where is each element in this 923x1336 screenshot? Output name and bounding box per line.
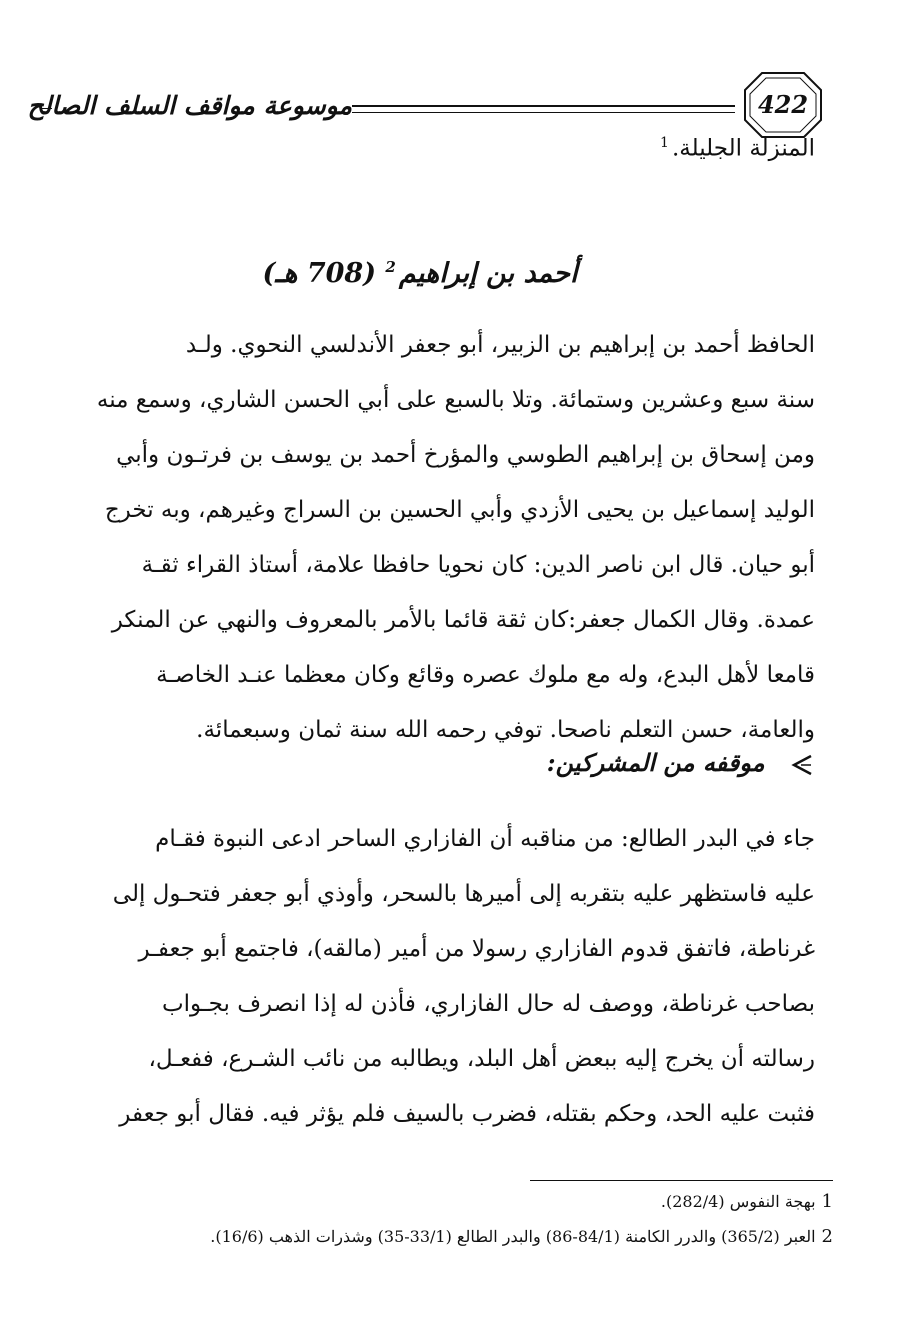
biography-paragraph xyxy=(80,318,815,758)
text-line: والعامة، حسن التعلم ناصحا. توفي رحمه الله سنة ثمان وسبعمائة. xyxy=(196,717,815,743)
heading-name: أحمد بن إبراهيم xyxy=(398,258,578,289)
page-number: 422 xyxy=(757,90,809,119)
text-line: الوليد إسماعيل بن يحيى الأزدي وأبي الحسين بن السراج وغيرهم، وبه تخرج xyxy=(104,497,815,523)
stance-paragraph xyxy=(80,812,815,1142)
text-line: ومن إسحاق بن إبراهيم الطوسي والمؤرخ أحمد بن يوسف بن فرتـون وأبي xyxy=(116,442,815,468)
footnote-number: 1 xyxy=(821,1191,833,1212)
text-line: فثبت عليه الحد، وحكم بقتله، فضرب بالسيف فلم يؤثر فيه. فقال أبو جعفر xyxy=(119,1101,815,1127)
text-line: جاء في البدر الطالع: من مناقبه أن الفازاري الساحر ادعى النبوة فقـام xyxy=(155,826,815,852)
text-line: قامعا لأهل البدع، وله مع ملوك عصره وقائع وكان معظما عنـد الخاصـة xyxy=(156,662,815,688)
heading-year: (708 هـ) xyxy=(262,258,376,289)
page-number-badge xyxy=(742,70,824,140)
series-title: موسوعة مواقف السلف الصالح xyxy=(52,86,352,126)
text-line: الحافظ أحمد بن إبراهيم بن الزبير، أبو جعفر الأندلسي النحوي. ولـد xyxy=(185,332,815,358)
text-line: عليه فاستظهر عليه بتقربه إلى أميرها بالسحر، وأوذي أبو جعفر فتحـول إلى xyxy=(112,881,815,907)
section-heading xyxy=(200,258,640,289)
text-line: غرناطة، فاتفق قدوم الفازاري رسولا من أمير (مالقه)، فاجتمع أبو جعفـر xyxy=(138,936,815,962)
carry-over-text: المنزلة الجليلة. xyxy=(671,135,815,162)
carry-over-line xyxy=(555,135,815,162)
footnote-text: العبر (365/2) والدرر الكامنة (84/1-86) والبدر الطالع (33/1-35) وشذرات الذهب (16/6). xyxy=(210,1227,816,1246)
footnote xyxy=(150,1191,833,1212)
text-line: رسالته أن يخرج إليه ببعض أهل البلد، ويطالبه من نائب الشـرع، ففعـل، xyxy=(148,1046,815,1072)
arrow-icon xyxy=(789,752,815,778)
text-line: أبو حيان. قال ابن ناصر الدين: كان نحويا حافظا علامة، أستاذ القراء ثقـة xyxy=(141,552,815,578)
footnote-ref-1: 1 xyxy=(660,135,669,151)
subheading xyxy=(455,738,815,788)
text-line: عمدة. وقال الكمال جعفر:كان ثقة قائما بالأمر بالمعروف والنهي عن المنكر xyxy=(111,607,815,633)
subheading-text: موقفه من المشركين: xyxy=(546,748,765,777)
text-line: سنة سبع وعشرين وستمائة. وتلا بالسبع على أبي الحسن الشاري، وسمع منه xyxy=(96,387,815,413)
footnote xyxy=(150,1226,833,1247)
footnote-text: بهجة النفوس (282/4). xyxy=(660,1192,816,1211)
footnote-number: 2 xyxy=(821,1226,833,1247)
footnote-ref-2: 2 xyxy=(385,258,396,276)
text-line: بصاحب غرناطة، ووصف له حال الفازاري، فأذن له إذا انصرف بجـواب xyxy=(161,991,815,1017)
footnote-separator xyxy=(530,1180,833,1181)
